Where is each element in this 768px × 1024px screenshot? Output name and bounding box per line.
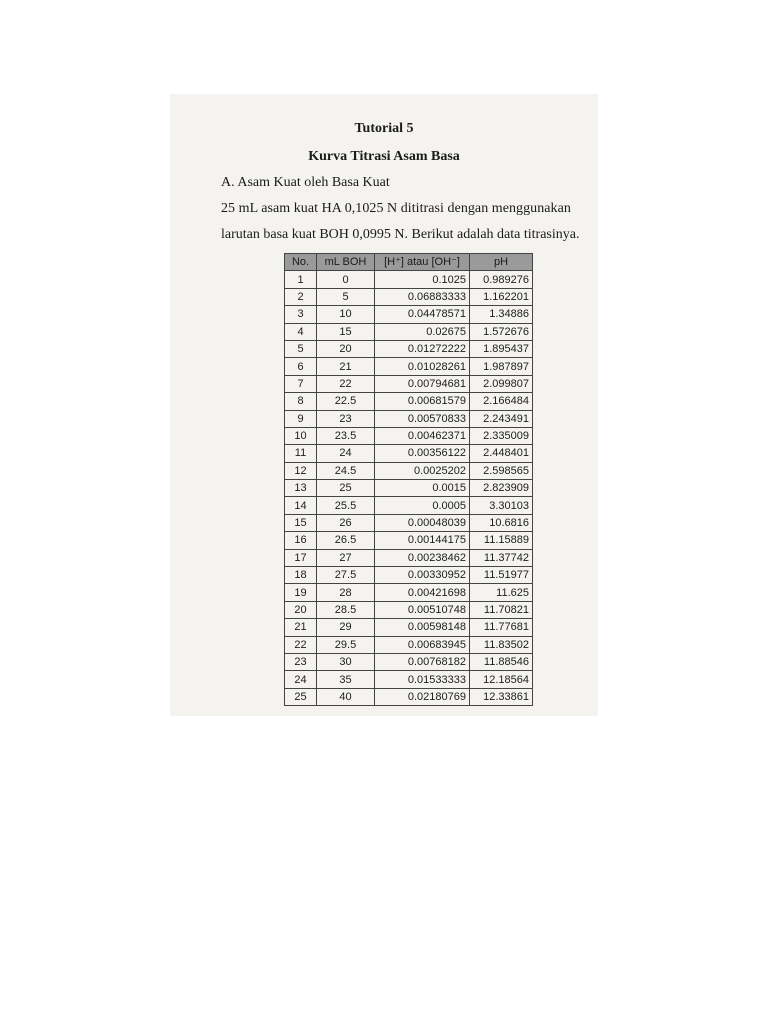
- cell-ph: 11.77681: [470, 619, 533, 636]
- cell-ml-boh: 28.5: [317, 601, 375, 618]
- cell-concentration: 0.0015: [375, 480, 470, 497]
- cell-no: 12: [285, 462, 317, 479]
- cell-ml-boh: 29.5: [317, 636, 375, 653]
- cell-ml-boh: 24: [317, 445, 375, 462]
- table-row: [285, 462, 533, 479]
- cell-concentration: 0.00462371: [375, 427, 470, 444]
- header-concentration: [H⁺] atau [OH⁻]: [375, 254, 470, 271]
- cell-ph: 11.83502: [470, 636, 533, 653]
- paragraph-line-1: 25 mL asam kuat HA 0,1025 N dititrasi dengan menggunakan: [221, 201, 571, 216]
- cell-concentration: 0.06883333: [375, 288, 470, 305]
- table-row: [285, 288, 533, 305]
- cell-ml-boh: 23: [317, 410, 375, 427]
- cell-concentration: 0.00330952: [375, 567, 470, 584]
- cell-ml-boh: 0: [317, 271, 375, 288]
- cell-ml-boh: 27: [317, 549, 375, 566]
- cell-no: 6: [285, 358, 317, 375]
- table-row: [285, 445, 533, 462]
- cell-concentration: 0.00356122: [375, 445, 470, 462]
- cell-no: 25: [285, 688, 317, 705]
- cell-ml-boh: 5: [317, 288, 375, 305]
- table-row: [285, 584, 533, 601]
- cell-concentration: 0.00238462: [375, 549, 470, 566]
- cell-no: 18: [285, 567, 317, 584]
- cell-no: 24: [285, 671, 317, 688]
- cell-ph: 10.6816: [470, 514, 533, 531]
- table-row: [285, 323, 533, 340]
- cell-no: 15: [285, 514, 317, 531]
- cell-ml-boh: 26.5: [317, 532, 375, 549]
- table-row: [285, 532, 533, 549]
- cell-ph: 1.987897: [470, 358, 533, 375]
- cell-concentration: 0.01028261: [375, 358, 470, 375]
- cell-ml-boh: 40: [317, 688, 375, 705]
- cell-ph: 3.30103: [470, 497, 533, 514]
- cell-ml-boh: 22.5: [317, 393, 375, 410]
- table-row: [285, 393, 533, 410]
- table-row: [285, 619, 533, 636]
- cell-ph: 2.099807: [470, 375, 533, 392]
- cell-ml-boh: 15: [317, 323, 375, 340]
- cell-concentration: 0.00570833: [375, 410, 470, 427]
- cell-no: 14: [285, 497, 317, 514]
- cell-ph: 0.989276: [470, 271, 533, 288]
- cell-concentration: 0.02675: [375, 323, 470, 340]
- cell-ml-boh: 25: [317, 480, 375, 497]
- cell-ph: 11.88546: [470, 653, 533, 670]
- cell-ml-boh: 29: [317, 619, 375, 636]
- cell-concentration: 0.1025: [375, 271, 470, 288]
- cell-no: 4: [285, 323, 317, 340]
- cell-concentration: 0.01533333: [375, 671, 470, 688]
- header-no: No.: [285, 254, 317, 271]
- table-row: [285, 427, 533, 444]
- cell-ph: 11.70821: [470, 601, 533, 618]
- table-body: [285, 271, 533, 706]
- cell-no: 8: [285, 393, 317, 410]
- document-subtitle: Kurva Titrasi Asam Basa: [308, 149, 460, 164]
- cell-no: 7: [285, 375, 317, 392]
- cell-ml-boh: 10: [317, 306, 375, 323]
- cell-concentration: 0.00768182: [375, 653, 470, 670]
- table-header-row: [285, 254, 533, 271]
- cell-concentration: 0.0005: [375, 497, 470, 514]
- cell-ph: 2.335009: [470, 427, 533, 444]
- cell-ph: 11.625: [470, 584, 533, 601]
- cell-ph: 11.15889: [470, 532, 533, 549]
- table-row: [285, 601, 533, 618]
- cell-concentration: 0.00681579: [375, 393, 470, 410]
- table-row: [285, 567, 533, 584]
- cell-ml-boh: 20: [317, 340, 375, 357]
- table-row: [285, 636, 533, 653]
- cell-concentration: 0.04478571: [375, 306, 470, 323]
- cell-no: 5: [285, 340, 317, 357]
- cell-ph: 1.572676: [470, 323, 533, 340]
- cell-concentration: 0.00794681: [375, 375, 470, 392]
- cell-no: 9: [285, 410, 317, 427]
- cell-ml-boh: 26: [317, 514, 375, 531]
- table-row: [285, 653, 533, 670]
- header-ml-boh: mL BOH: [317, 254, 375, 271]
- cell-ph: 2.166484: [470, 393, 533, 410]
- cell-concentration: 0.00598148: [375, 619, 470, 636]
- cell-concentration: 0.00421698: [375, 584, 470, 601]
- cell-ph: 11.51977: [470, 567, 533, 584]
- cell-concentration: 0.0025202: [375, 462, 470, 479]
- cell-no: 22: [285, 636, 317, 653]
- header-ph: pH: [470, 254, 533, 271]
- cell-ph: 12.18564: [470, 671, 533, 688]
- table-row: [285, 671, 533, 688]
- cell-ph: 12.33861: [470, 688, 533, 705]
- cell-concentration: 0.00144175: [375, 532, 470, 549]
- table-row: [285, 480, 533, 497]
- table-row: [285, 306, 533, 323]
- cell-concentration: 0.01272222: [375, 340, 470, 357]
- cell-ml-boh: 21: [317, 358, 375, 375]
- cell-ph: 2.243491: [470, 410, 533, 427]
- titration-data-table: [284, 253, 533, 706]
- cell-concentration: 0.00683945: [375, 636, 470, 653]
- document-title: Tutorial 5: [354, 121, 414, 136]
- cell-ml-boh: 35: [317, 671, 375, 688]
- cell-no: 19: [285, 584, 317, 601]
- cell-ml-boh: 28: [317, 584, 375, 601]
- table-row: [285, 549, 533, 566]
- cell-ph: 1.34886: [470, 306, 533, 323]
- cell-concentration: 0.00048039: [375, 514, 470, 531]
- cell-ml-boh: 25.5: [317, 497, 375, 514]
- cell-ph: 2.823909: [470, 480, 533, 497]
- table-row: [285, 410, 533, 427]
- cell-ph: 2.598565: [470, 462, 533, 479]
- table-row: [285, 497, 533, 514]
- cell-no: 10: [285, 427, 317, 444]
- cell-no: 1: [285, 271, 317, 288]
- cell-ph: 2.448401: [470, 445, 533, 462]
- cell-ml-boh: 24.5: [317, 462, 375, 479]
- table-row: [285, 688, 533, 705]
- cell-no: 17: [285, 549, 317, 566]
- cell-ml-boh: 22: [317, 375, 375, 392]
- table-row: [285, 514, 533, 531]
- cell-no: 3: [285, 306, 317, 323]
- cell-no: 16: [285, 532, 317, 549]
- cell-no: 20: [285, 601, 317, 618]
- cell-no: 11: [285, 445, 317, 462]
- cell-ml-boh: 23.5: [317, 427, 375, 444]
- table-row: [285, 375, 533, 392]
- cell-concentration: 0.02180769: [375, 688, 470, 705]
- cell-no: 2: [285, 288, 317, 305]
- section-heading: A. Asam Kuat oleh Basa Kuat: [221, 175, 390, 190]
- cell-ml-boh: 27.5: [317, 567, 375, 584]
- cell-concentration: 0.00510748: [375, 601, 470, 618]
- paragraph-line-2: larutan basa kuat BOH 0,0995 N. Berikut adalah data titrasinya.: [221, 227, 580, 242]
- cell-no: 13: [285, 480, 317, 497]
- cell-ph: 1.162201: [470, 288, 533, 305]
- cell-ph: 11.37742: [470, 549, 533, 566]
- cell-ml-boh: 30: [317, 653, 375, 670]
- cell-no: 21: [285, 619, 317, 636]
- table-row: [285, 358, 533, 375]
- cell-ph: 1.895437: [470, 340, 533, 357]
- table-row: [285, 271, 533, 288]
- cell-no: 23: [285, 653, 317, 670]
- table-row: [285, 340, 533, 357]
